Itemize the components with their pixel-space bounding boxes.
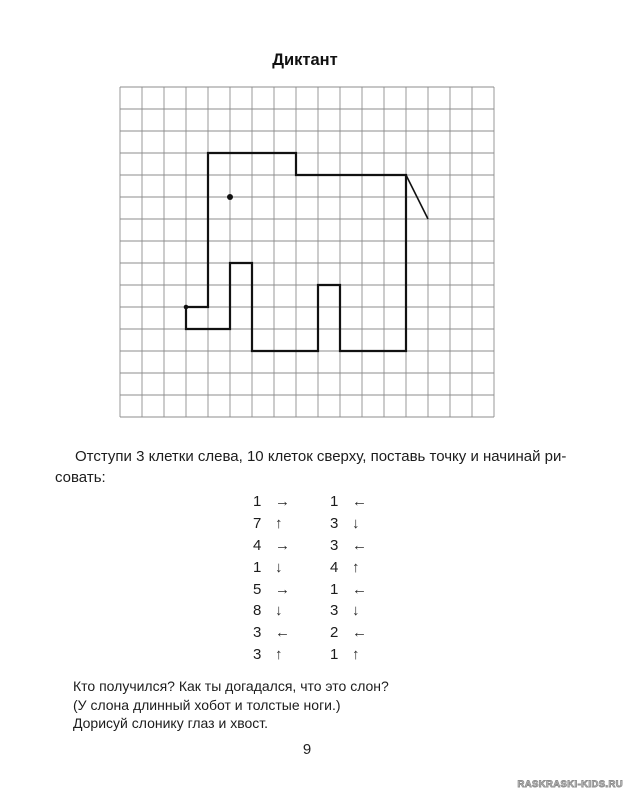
direction-arrow-icon: → xyxy=(275,536,290,554)
step-count: 8 xyxy=(253,602,262,620)
step-count: 3 xyxy=(330,536,339,554)
direction-arrow-icon: ↑ xyxy=(275,515,283,533)
dictation-row xyxy=(253,556,376,578)
direction-arrow-icon: ↓ xyxy=(275,602,283,620)
questions-line: Дорисуй слонику глаз и хвост. xyxy=(73,715,269,731)
dictation-row xyxy=(253,491,376,513)
step-count: 1 xyxy=(253,558,262,576)
direction-arrow-icon: ← xyxy=(352,624,367,642)
step-count: 1 xyxy=(253,493,262,511)
direction-arrow-icon: ↓ xyxy=(275,558,283,576)
direction-arrow-icon: ↓ xyxy=(352,602,360,620)
direction-arrow-icon: ↑ xyxy=(352,645,360,663)
questions-line: (У слона длинный хобот и толстые ноги.) xyxy=(73,696,341,713)
page-number: 9 xyxy=(302,741,312,758)
dictation-list xyxy=(253,491,376,665)
instruction-paragraph xyxy=(55,446,570,488)
step-count: 7 xyxy=(253,515,262,533)
step-count: 3 xyxy=(330,515,339,533)
page-title: Диктант xyxy=(272,51,338,69)
step-count: 1 xyxy=(330,645,339,663)
direction-arrow-icon: ↑ xyxy=(352,558,360,576)
step-count: 4 xyxy=(253,536,262,554)
start-dot xyxy=(184,305,189,310)
grid-figure xyxy=(118,85,496,419)
step-count: 2 xyxy=(330,624,339,642)
direction-arrow-icon: ← xyxy=(352,580,367,598)
direction-arrow-icon: → xyxy=(275,493,290,511)
direction-arrow-icon: ↓ xyxy=(352,515,360,533)
direction-arrow-icon: ← xyxy=(275,624,290,642)
step-count: 4 xyxy=(330,558,339,576)
step-count: 1 xyxy=(330,493,339,511)
dictation-row xyxy=(253,535,376,557)
direction-arrow-icon: → xyxy=(275,580,290,598)
step-count: 5 xyxy=(253,580,262,598)
step-count: 3 xyxy=(330,602,339,620)
watermark: RASKRASKI-KIDS.RU xyxy=(517,779,623,790)
questions-line: Кто получился? Как ты догадался, что это слон? xyxy=(73,678,389,694)
dictation-row xyxy=(253,600,376,622)
dictation-row xyxy=(253,644,376,666)
questions-block xyxy=(73,677,573,733)
instruction-line: совать: xyxy=(55,469,106,486)
step-count: 3 xyxy=(253,624,262,642)
step-count: 1 xyxy=(330,580,339,598)
dictation-row xyxy=(253,578,376,600)
direction-arrow-icon: ↑ xyxy=(275,645,283,663)
eye-dot xyxy=(227,194,233,200)
dictation-row xyxy=(253,513,376,535)
direction-arrow-icon: ← xyxy=(352,536,367,554)
instruction-line: Отступи 3 клетки слева, 10 клеток сверху, поставь точку и начинай ри- xyxy=(75,448,567,465)
step-count: 3 xyxy=(253,645,262,663)
dictation-row xyxy=(253,622,376,644)
direction-arrow-icon: ← xyxy=(352,493,367,511)
